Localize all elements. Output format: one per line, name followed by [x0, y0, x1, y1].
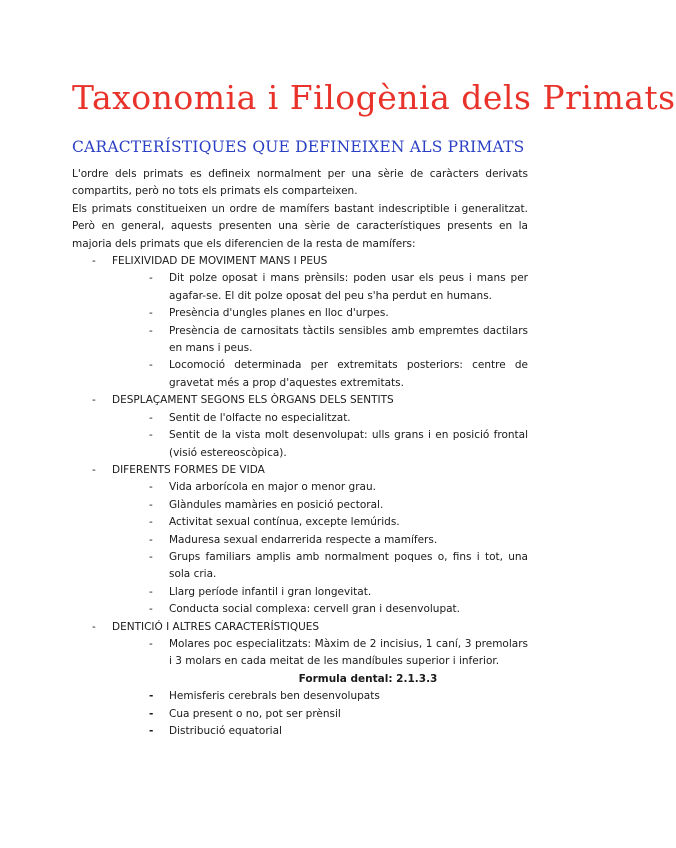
intro-paragraph: Els primats constitueixen un ordre de mamífers bastant indescriptible i generalitzat. Però en general, aquests presenten una sèrie de característiques presents en la majoria dels primats que els diferencien de la resta de mamífers: [72, 202, 528, 250]
list-item: - Maduresa sexual endarrerida respecte a mamífers. [112, 532, 528, 549]
section-subtitle: CARACTERÍSTIQUES QUE DEFINEIXEN ALS PRIMATS [72, 138, 525, 156]
sub-list [112, 479, 528, 618]
list-item: - Molares poc especialitzats: Màxim de 2 incisius, 1 caní, 3 premolars i 3 molars en cada meitat de les mandíbules superior i inferior. [112, 636, 528, 671]
section-item [72, 619, 528, 741]
list-item: - Hemisferis cerebrals ben desenvolupats [112, 688, 528, 705]
list-item: - Cua present o no, pot ser prènsil [112, 706, 528, 723]
list-item: - Sentit de l'olfacte no especialitzat. [112, 410, 528, 427]
sub-list [112, 636, 528, 671]
characteristics-list [72, 253, 528, 740]
section-item [72, 392, 528, 462]
sub-list [112, 688, 528, 740]
section-heading: - DESPLAÇAMENT SEGONS ELS ÒRGANS DELS SENTITS [112, 394, 394, 407]
section-item [72, 462, 528, 619]
page-title: Taxonomia i Filogènia dels Primats [72, 78, 676, 117]
intro-paragraph: L'ordre dels primats es defineix normalment per una sèrie de caràcters derivats compartits, però no tots els primats els comparteixen. [72, 168, 528, 198]
dental-formula: Formula dental: 2.1.3.3 [298, 672, 438, 685]
document-body [72, 166, 528, 740]
section-heading: - DENTICIÓ I ALTRES CARACTERÍSTIQUES [112, 620, 320, 633]
sub-list [112, 270, 528, 392]
list-item: - Presència d'ungles planes en lloc d'urpes. [112, 305, 528, 322]
list-item: - Activitat sexual contínua, excepte lemúrids. [112, 514, 528, 531]
sub-list [112, 410, 528, 462]
section-heading: - FELIXIVIDAD DE MOVIMENT MANS I PEUS [112, 255, 328, 268]
list-item: - Dit polze oposat i mans prènsils: poden usar els peus i mans per agafar-se. El dit polze oposat del peu s'ha perdut en humans. [112, 270, 528, 305]
list-item: - Distribució equatorial [112, 723, 528, 740]
section-item [72, 253, 528, 392]
list-item: - Presència de carnositats tàctils sensibles amb empremtes dactilars en mans i peus. [112, 323, 528, 358]
list-item: - Llarg període infantil i gran longevitat. [112, 584, 528, 601]
list-item: - Grups familiars amplis amb normalment poques o, fins i tot, una sola cria. [112, 549, 528, 584]
list-item: - Vida arborícola en major o menor grau. [112, 479, 528, 496]
list-item: - Sentit de la vista molt desenvolupat: ulls grans i en posició frontal (visió estereoscòpica). [112, 427, 528, 462]
list-item: - Conducta social complexa: cervell gran i desenvolupat. [112, 601, 528, 618]
section-heading: - DIFERENTS FORMES DE VIDA [112, 463, 265, 476]
list-item: - Locomoció determinada per extremitats posteriors: centre de gravetat més a prop d'aquestes extremitats. [112, 357, 528, 392]
list-item: - Glàndules mamàries en posició pectoral. [112, 497, 528, 514]
